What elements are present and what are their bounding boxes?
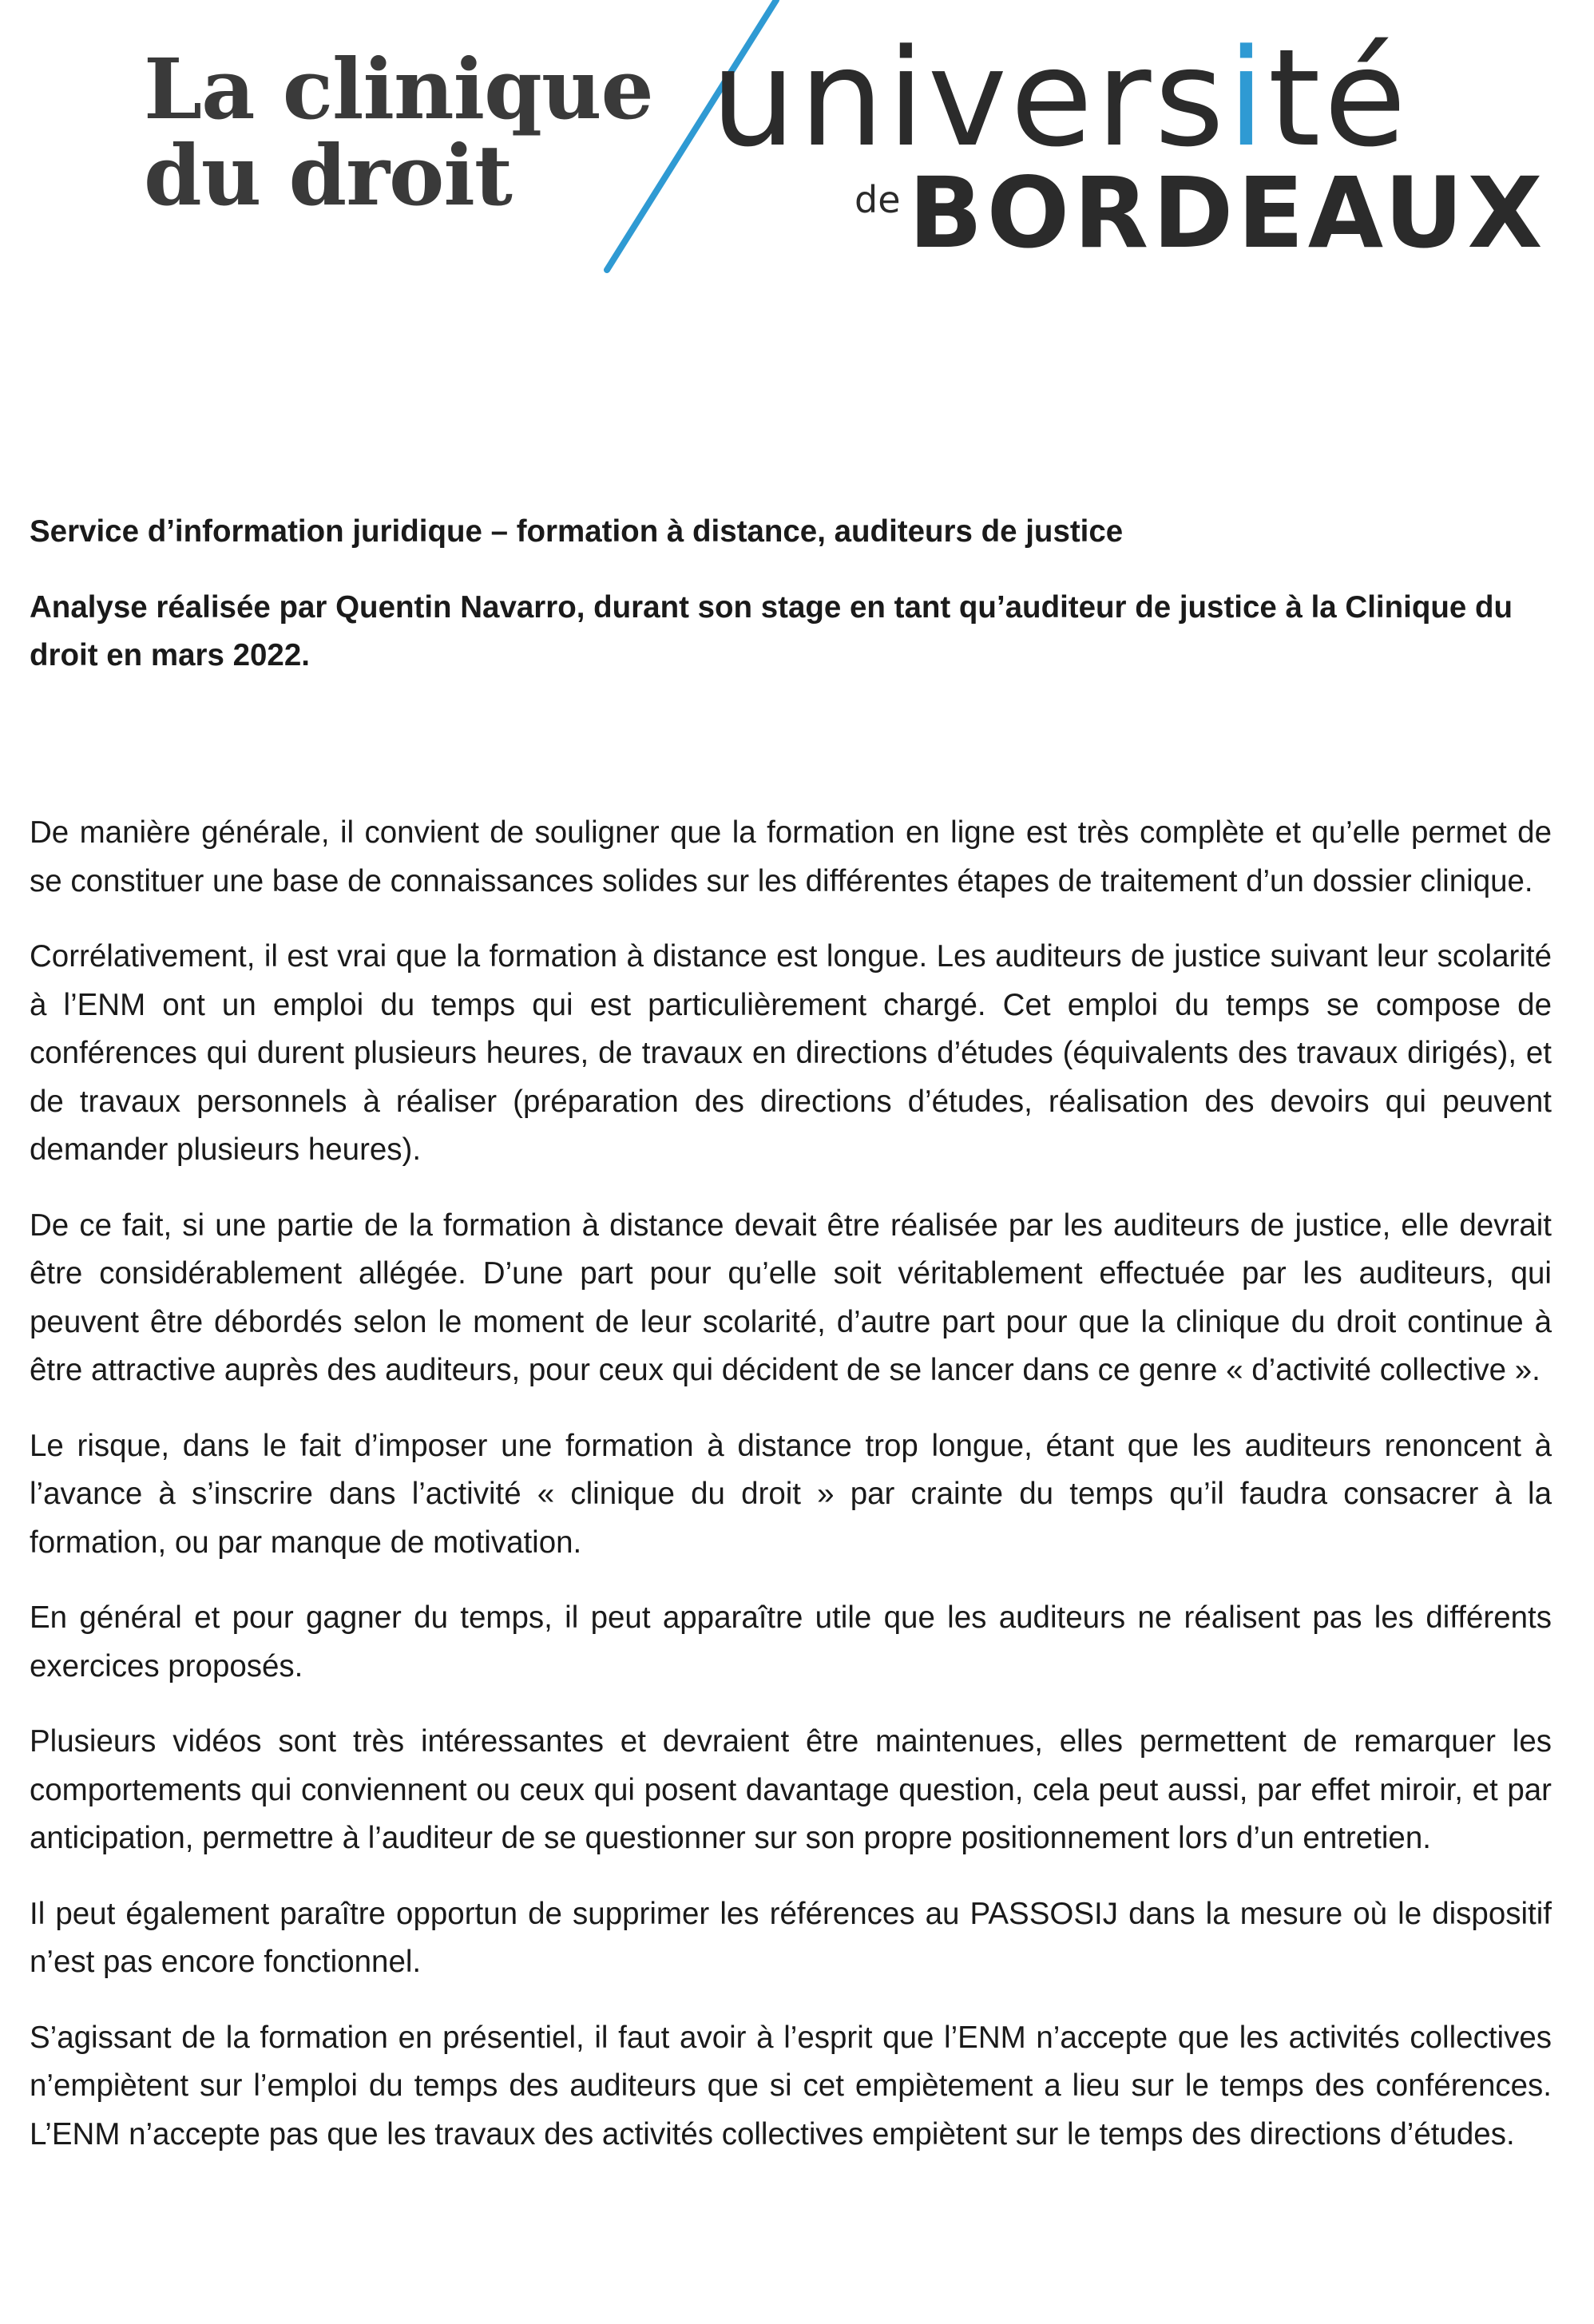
paragraph-1: De manière générale, il convient de souligner que la formation en ligne est très complète et qu’elle permet de se constituer une base de connaissances solides sur les différentes étapes de traitement d’un dossier clinique. <box>30 815 1552 898</box>
document-title: Service d’information juridique – formation à distance, auditeurs de justice <box>30 514 1124 549</box>
universite-logo-word <box>711 20 1410 176</box>
universite-logo-part-2: té <box>1267 20 1410 176</box>
universite-logo-city: BORDEAUX <box>908 157 1547 270</box>
clinique-du-droit-logo <box>144 40 653 224</box>
clinique-logo-line-1: La clinique <box>144 40 653 138</box>
document-subtitle: Analyse réalisée par Quentin Navarro, durant son stage en tant qu’auditeur de justice à la Clinique du droit en mars 2022. <box>30 590 1513 672</box>
clinique-logo-line-2: du droit <box>144 126 512 224</box>
paragraph-6: Plusieurs vidéos sont très intéressantes et devraient être maintenues, elles permettent de remarquer les comportements qui conviennent ou ceux qui posent davantage question, cela peut aussi, par effet miroir, et par anticipation, permettre à l’auditeur de se questionner sur son propre positionnement lors d’un entretien. <box>30 1724 1552 1855</box>
paragraph-7: Il peut également paraître opportun de supprimer les références au PASSOSIJ dans la mesure où le dispositif n’est pas encore fonctionnel. <box>30 1896 1552 1979</box>
bordeaux-logo <box>854 157 1547 270</box>
universite-logo-de: de <box>854 178 901 221</box>
paragraph-4: Le risque, dans le fait d’imposer une formation à distance trop longue, étant que les auditeurs renoncent à l’avance à s’inscrire dans l’activité « clinique du droit » par crainte du temps qu’il faudra consacrer à la formation, ou par manque de motivation. <box>30 1428 1552 1560</box>
paragraph-8: S’agissant de la formation en présentiel, il faut avoir à l’esprit que l’ENM n’accepte que les activités collectives n’empiètent sur l’emploi du temps des auditeurs que si cet empiètement a lieu sur le temps des conférences. L’ENM n’accepte pas que les travaux des activités collectives empiètent sur le temps des directions d’études. <box>30 2020 1552 2151</box>
universite-logo-accent-letter: i <box>1227 20 1268 176</box>
paragraph-5: En général et pour gagner du temps, il peut apparaître utile que les auditeurs ne réalisent pas les différents exercices proposés. <box>30 1600 1552 1684</box>
header-logos <box>0 0 1594 288</box>
universite-logo-part-1: univers <box>711 20 1228 176</box>
document-body <box>30 809 1552 2159</box>
paragraph-3: De ce fait, si une partie de la formation à distance devait être réalisée par les auditeurs de justice, elle devrait être considérablement allégée. D’une part pour qu’elle soit véritablement effectuée par les auditeurs, qui peuvent être débordés selon le moment de leur scolarité, d’autre part pour que la clinique du droit continue à être attractive auprès des auditeurs, pour ceux qui décident de se lancer dans ce genre « d’activité collective ». <box>30 1208 1552 1387</box>
document-content <box>30 508 1552 2186</box>
paragraph-2: Corrélativement, il est vrai que la formation à distance est longue. Les auditeurs de justice suivant leur scolarité à l’ENM ont un emploi du temps qui est particulièrement chargé. Cet emploi du temps se compose de conférences qui durent plusieurs heures, de travaux en directions d’études (équivalents des travaux dirigés), et de travaux personnels à réaliser (préparation des directions d’études, réalisation des devoirs qui peuvent demander plusieurs heures). <box>30 939 1552 1167</box>
